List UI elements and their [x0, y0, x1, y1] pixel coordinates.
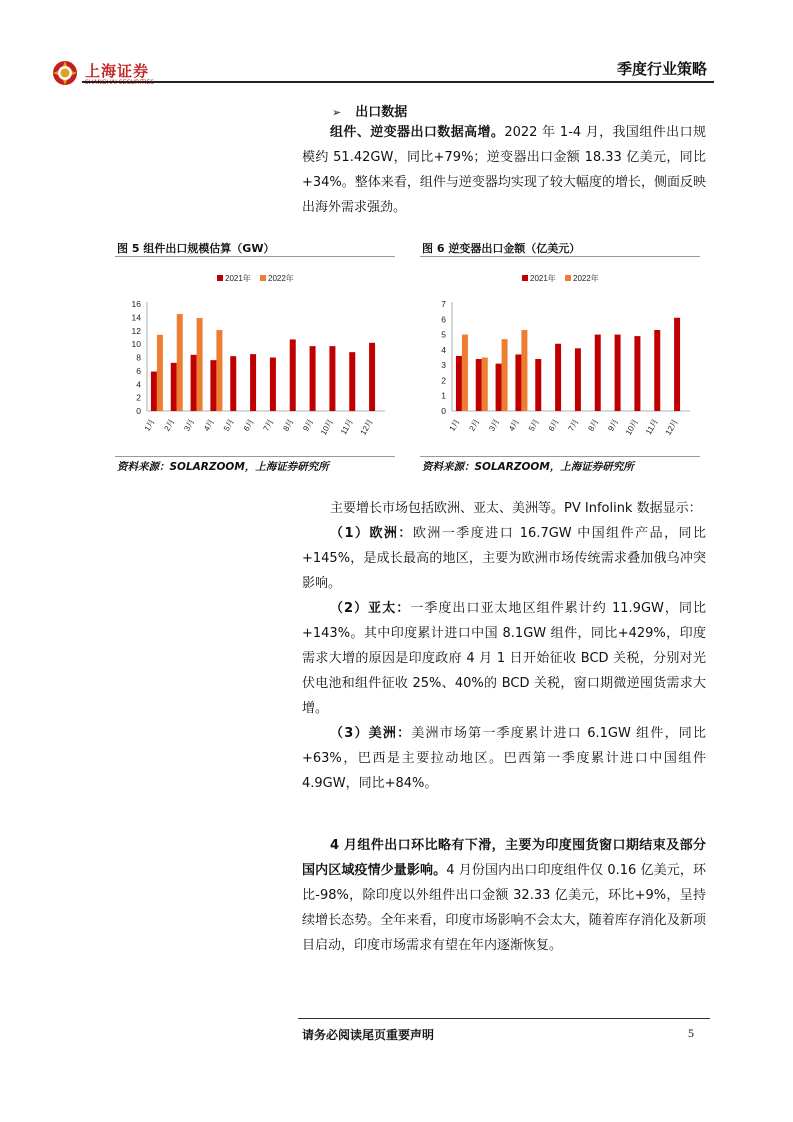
europe-text: 欧洲一季度进口 16.7GW 中国组件产品，同比+145%，是成长最高的地区，主要为欧洲市场传统需求叠加俄乌冲突影响。	[302, 526, 707, 591]
fig5-ytick-1: 2	[136, 392, 141, 403]
company-logo	[52, 58, 162, 90]
fig5-xtick-8: 8月	[281, 417, 296, 433]
figure5-legend	[217, 273, 294, 283]
figure6-legend-swatch-2021	[522, 275, 528, 281]
fig5-bar-2022-2	[177, 314, 183, 411]
april-text: 4 月份国内出口印度组件仅 0.16 亿美元，环比-98%，除印度以外组件出口金额 32.33 亿美元，环比+9%，呈持续增长态势。全年来看，印度市场影响不会太大，随着库存消化及新项目启动，印度市场需求有望在年内逐渐恢复。	[302, 863, 706, 953]
page-number: 5	[688, 1026, 694, 1040]
figure5-legend-swatch-2021	[217, 275, 223, 281]
fig5-bar-2022-4	[216, 330, 222, 411]
fig6-xtick-2: 2月	[467, 417, 482, 433]
logo-chinese-name: 上海证券	[85, 62, 150, 80]
fig6-bar-2021-9	[615, 335, 621, 411]
fig5-bar-2021-9	[310, 346, 316, 411]
fig6-ytick-1: 1	[441, 390, 446, 401]
report-type: 季度行业策略	[616, 60, 707, 78]
intro-bold: 组件、逆变器出口数据高增。	[330, 125, 505, 140]
fig5-xtick-1: 1月	[142, 417, 157, 433]
fig5-xtick-3: 3月	[182, 417, 197, 433]
fig6-ytick-2: 2	[441, 375, 446, 386]
fig6-bar-2021-1	[456, 356, 462, 411]
europe-item	[302, 521, 706, 596]
fig6-bar-2021-8	[595, 335, 601, 411]
fig6-ytick-0: 0	[441, 406, 446, 416]
fig5-ytick-6: 12	[131, 325, 141, 336]
fig6-ytick-6: 6	[441, 314, 446, 325]
figure5-legend-label-2022: 2022年	[268, 274, 294, 283]
fig5-xtick-5: 5月	[221, 417, 236, 433]
apac-label: （2）亚太：	[330, 601, 411, 616]
fig6-bar-2021-2	[476, 359, 482, 411]
fig6-bar-2022-2	[482, 358, 488, 412]
apac-text: 一季度出口亚太地区组件累计约 11.9GW，同比+143%。其中印度累计进口中国 8.1GW 组件，同比+429%，印度需求大增的原因是印度政府 4 月 1 日开始征收 BCD 关税，分别对光伏电池和组件征收 25%、40%的 BCD 关税，窗口期微逆囤货需求大增。	[302, 601, 706, 716]
figure6-bottom-rule	[420, 456, 700, 457]
fig5-ytick-7: 14	[131, 312, 141, 323]
fig5-bar-2021-1	[151, 372, 157, 411]
figure5-title: 图 5 组件出口规模估算（GW）	[117, 242, 275, 255]
section-heading	[332, 101, 407, 120]
footer-divider	[298, 1018, 710, 1019]
fig5-ytick-3: 6	[136, 365, 141, 376]
fig5-xtick-4: 4月	[202, 417, 217, 433]
fig6-xtick-11: 11月	[644, 417, 660, 437]
figure6-legend-swatch-2022	[565, 275, 571, 281]
fig6-bar-2021-11	[654, 330, 660, 411]
fig5-bar-2021-7	[270, 358, 276, 412]
figure5-x-labels	[143, 418, 375, 437]
fig6-bar-2022-3	[502, 339, 508, 411]
fig5-xtick-12: 12月	[358, 417, 375, 437]
fig6-xtick-5: 5月	[526, 417, 541, 433]
section-title: 出口数据	[355, 105, 408, 120]
april-paragraph	[302, 833, 706, 958]
footer-disclaimer: 请务必阅读尾页重要声明	[302, 1028, 435, 1042]
americas-item	[302, 721, 706, 796]
fig5-ytick-4: 8	[136, 352, 141, 363]
figure6-legend-label-2021: 2021年	[530, 274, 556, 283]
figure6-legend-label-2022: 2022年	[573, 274, 599, 283]
figure5-y-axis	[132, 299, 385, 416]
fig6-xtick-7: 7月	[566, 417, 581, 433]
fig6-xtick-10: 10月	[623, 417, 641, 437]
intro-text: 2022 年 1-4 月，我国组件出口规模约 51.42GW，同比+79%；逆变器出口金额 18.33 亿美元，同比+34%。整体来看，组件与逆变器均实现了较大幅度的增长，侧面反映出海外需求强劲。	[302, 125, 706, 215]
fig6-bar-2021-3	[496, 364, 502, 411]
fig5-xtick-11: 11月	[339, 417, 355, 437]
fig5-bar-2021-5	[230, 356, 236, 411]
figure6-x-labels	[448, 418, 680, 437]
figure6-title: 图 6 逆变器出口金额（亿美元）	[422, 242, 581, 255]
figure5-chart	[115, 258, 395, 454]
fig5-ytick-2: 4	[136, 379, 141, 390]
fig5-bar-2021-8	[290, 339, 296, 411]
logo-emblem-icon	[52, 60, 78, 86]
fig6-bar-2021-10	[634, 336, 640, 411]
fig5-xtick-2: 2月	[162, 417, 177, 433]
fig5-bar-2021-12	[369, 343, 375, 411]
arrow-bullet-icon: ➢	[332, 106, 342, 119]
fig6-xtick-4: 4月	[507, 417, 522, 433]
fig5-bar-2021-10	[329, 346, 335, 411]
figure6-top-rule	[420, 256, 700, 257]
fig6-ytick-4: 4	[441, 344, 446, 355]
fig6-xtick-6: 6月	[546, 417, 561, 433]
fig6-bar-2021-12	[674, 318, 680, 411]
fig6-xtick-1: 1月	[447, 417, 462, 433]
americas-label: （3）美洲：	[330, 726, 412, 741]
fig5-bar-2021-11	[349, 352, 355, 411]
fig6-ytick-7: 7	[441, 299, 446, 309]
fig5-bar-2021-4	[210, 360, 216, 411]
markets-intro: 主要增长市场包括欧洲、亚太、美洲等。PV Infolink 数据显示：	[330, 501, 702, 516]
figure5-top-rule	[115, 256, 395, 257]
americas-text: 美洲市场第一季度累计进口 6.1GW 组件，同比+63%，巴西是主要拉动地区。巴西第一季度累计进口中国组件 4.9GW，同比+84%。	[302, 726, 707, 791]
april-bold: 4 月组件出口环比略有下滑，主要为印度囤货窗口期结束及部分国内区域疫情少量影响。	[302, 838, 706, 878]
figure5-bars	[151, 314, 375, 411]
figure5-bottom-rule	[115, 456, 395, 457]
intro-paragraph	[302, 120, 706, 220]
fig6-ytick-5: 5	[441, 329, 446, 340]
fig6-xtick-3: 3月	[487, 417, 502, 433]
fig5-bar-2021-6	[250, 354, 256, 411]
figure6-legend	[522, 273, 599, 283]
figure6-source: 资料来源：SOLARZOOM，上海证券研究所	[422, 461, 634, 473]
fig6-bar-2022-4	[521, 330, 527, 411]
fig5-bar-2022-3	[197, 318, 203, 411]
figure6-bars	[456, 318, 680, 411]
fig5-bar-2021-3	[191, 355, 197, 411]
fig6-xtick-8: 8月	[586, 417, 601, 433]
fig6-bar-2021-4	[515, 354, 521, 411]
fig5-ytick-5: 10	[131, 339, 141, 350]
fig6-ytick-3: 3	[441, 360, 446, 371]
fig5-xtick-6: 6月	[241, 417, 256, 433]
fig6-bar-2021-6	[555, 344, 561, 411]
fig5-xtick-9: 9月	[301, 417, 316, 433]
fig6-xtick-9: 9月	[606, 417, 621, 433]
figure5-source: 资料来源：SOLARZOOM，上海证券研究所	[117, 461, 329, 473]
fig5-ytick-0: 0	[136, 406, 141, 416]
europe-label: （1）欧洲：	[330, 526, 413, 541]
fig5-xtick-10: 10月	[318, 417, 336, 437]
fig6-bar-2021-7	[575, 348, 581, 411]
fig5-ytick-8: 16	[131, 299, 141, 309]
header-divider	[82, 81, 714, 83]
fig5-bar-2022-1	[157, 335, 163, 411]
figure5-legend-swatch-2022	[260, 275, 266, 281]
fig5-bar-2021-2	[171, 363, 177, 411]
markets-paragraph	[302, 496, 706, 796]
figure6-chart	[420, 258, 700, 454]
fig6-bar-2021-5	[535, 359, 541, 411]
fig6-xtick-12: 12月	[663, 417, 680, 437]
fig6-bar-2022-1	[462, 335, 468, 411]
figure5-legend-label-2021: 2021年	[225, 274, 251, 283]
apac-item	[302, 596, 706, 721]
fig5-xtick-7: 7月	[261, 417, 276, 433]
